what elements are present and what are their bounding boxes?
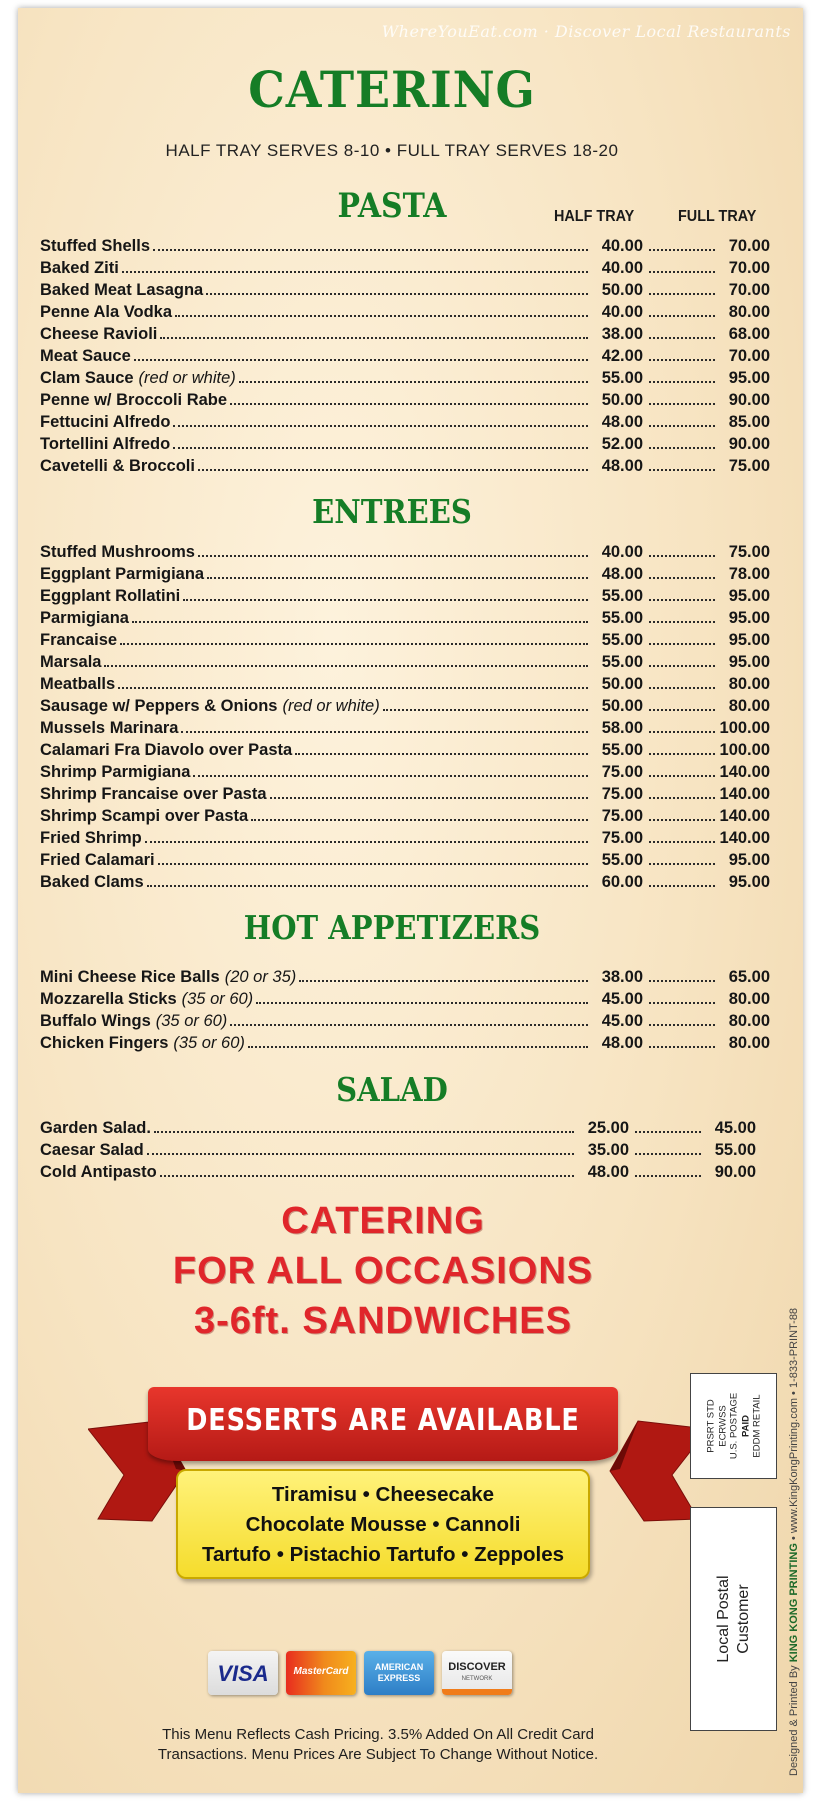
- full-tray-price: 75.00: [728, 457, 770, 475]
- leader-dots: [154, 1130, 574, 1133]
- leader-dots: [649, 336, 715, 339]
- leader-dots: [635, 1174, 701, 1177]
- menu-item-row: [40, 300, 770, 322]
- leader-dots: [635, 1130, 701, 1133]
- menu-item-row: [40, 628, 770, 650]
- menu-item-row: [40, 234, 770, 256]
- serving-info: HALF TRAY SERVES 8-10 • FULL TRAY SERVES 18-20: [165, 141, 619, 160]
- leader-dots: [251, 818, 588, 821]
- item-name: Eggplant Rollatini: [40, 587, 181, 605]
- credit-brand: KING KONG PRINTING: [788, 1543, 800, 1663]
- leader-dots: [299, 979, 588, 982]
- leader-dots: [173, 446, 588, 449]
- salad-list: [40, 1116, 756, 1182]
- half-tray-price: 55.00: [601, 741, 643, 759]
- full-tray-price: 78.00: [728, 565, 770, 583]
- leader-dots: [175, 314, 588, 317]
- menu-item-row: [40, 1116, 756, 1138]
- leader-dots: [383, 708, 588, 711]
- leader-dots: [207, 576, 588, 579]
- half-tray-price: 40.00: [601, 543, 643, 561]
- full-tray-price: 68.00: [728, 325, 770, 343]
- half-tray-price: 40.00: [601, 259, 643, 277]
- menu-item-row: [40, 410, 770, 432]
- menu-item-row: [40, 650, 770, 672]
- leader-dots: [649, 468, 715, 471]
- leader-dots: [649, 979, 715, 982]
- address-box: [690, 1507, 777, 1731]
- full-tray-price: 80.00: [728, 675, 770, 693]
- menu-item-row: [40, 388, 770, 410]
- discover-logo: DISCOVER NETWORK: [442, 1651, 512, 1695]
- leader-dots: [270, 796, 588, 799]
- item-name: Cold Antipasto: [40, 1163, 157, 1181]
- half-tray-price: 48.00: [601, 1034, 643, 1052]
- full-tray-price: 85.00: [728, 413, 770, 431]
- leader-dots: [649, 752, 715, 755]
- menu-item-row: [40, 562, 770, 584]
- dessert-line-2: Chocolate Mousse • Cannoli: [245, 1513, 521, 1536]
- leader-dots: [198, 554, 588, 557]
- menu-item-row: [40, 694, 770, 716]
- postage-line: PRSRT STD: [704, 1399, 716, 1453]
- menu-item-row: [40, 432, 770, 454]
- item-name: Francaise: [40, 631, 118, 649]
- leader-dots: [122, 270, 588, 273]
- leader-dots: [173, 424, 588, 427]
- item-name: Baked Ziti: [40, 259, 119, 277]
- page-title: CATERING: [248, 60, 536, 119]
- half-tray-price: 50.00: [601, 391, 643, 409]
- leader-dots: [649, 730, 715, 733]
- item-name: Garden Salad.: [40, 1119, 151, 1137]
- half-tray-price: 50.00: [601, 675, 643, 693]
- column-header-half: HALF TRAY: [554, 208, 635, 225]
- postage-indicia: [690, 1373, 777, 1479]
- leader-dots: [649, 774, 715, 777]
- leader-dots: [649, 1023, 715, 1026]
- leader-dots: [134, 358, 588, 361]
- half-tray-price: 25.00: [587, 1119, 629, 1137]
- half-tray-price: 55.00: [601, 587, 643, 605]
- full-tray-price: 55.00: [714, 1141, 756, 1159]
- full-tray-price: 100.00: [719, 719, 770, 737]
- leader-dots: [181, 730, 588, 733]
- item-name: Baked Clams: [40, 873, 144, 891]
- desserts-list-box: [176, 1469, 590, 1579]
- pasta-list: [40, 234, 770, 476]
- menu-item-row: [40, 1031, 770, 1053]
- leader-dots: [649, 620, 715, 623]
- item-name: Fettucini Alfredo: [40, 413, 171, 431]
- half-tray-price: 35.00: [587, 1141, 629, 1159]
- amex-logo: AMERICAN EXPRESS: [364, 1651, 434, 1695]
- leader-dots: [160, 336, 588, 339]
- item-name: Fried Shrimp: [40, 829, 142, 847]
- half-tray-price: 55.00: [601, 653, 643, 671]
- item-name: Mini Cheese Rice Balls: [40, 968, 220, 986]
- item-note: (red or white): [138, 369, 236, 387]
- leader-dots: [649, 884, 715, 887]
- menu-item-row: [40, 540, 770, 562]
- item-name: Tortellini Alfredo: [40, 435, 171, 453]
- leader-dots: [239, 380, 588, 383]
- leader-dots: [649, 1001, 715, 1004]
- item-name: Mozzarella Sticks: [40, 990, 177, 1008]
- full-tray-price: 140.00: [719, 763, 770, 781]
- item-note: (35 or 60): [181, 990, 254, 1008]
- full-tray-price: 45.00: [714, 1119, 756, 1137]
- half-tray-price: 45.00: [601, 990, 643, 1008]
- menu-item-row: [40, 782, 770, 804]
- item-name: Eggplant Parmigiana: [40, 565, 205, 583]
- half-tray-price: 50.00: [601, 281, 643, 299]
- item-name: Meat Sauce: [40, 347, 131, 365]
- full-tray-price: 70.00: [728, 259, 770, 277]
- desserts-banner: [88, 1381, 708, 1601]
- half-tray-price: 55.00: [601, 369, 643, 387]
- menu-item-row: [40, 344, 770, 366]
- leader-dots: [649, 862, 715, 865]
- half-tray-price: 55.00: [601, 851, 643, 869]
- section-title-pasta: PASTA: [337, 186, 447, 226]
- leader-dots: [248, 1045, 588, 1048]
- full-tray-price: 80.00: [728, 1034, 770, 1052]
- full-tray-price: 140.00: [719, 807, 770, 825]
- half-tray-price: 75.00: [601, 785, 643, 803]
- leader-dots: [132, 620, 588, 623]
- item-note: (35 or 60): [173, 1034, 245, 1052]
- leader-dots: [153, 248, 588, 251]
- half-tray-price: 42.00: [601, 347, 643, 365]
- disclaimer-line-2: Transactions. Menu Prices Are Subject To Change Without Notice.: [157, 1746, 599, 1763]
- item-name: Clam Sauce: [40, 369, 134, 387]
- leader-dots: [649, 270, 715, 273]
- leader-dots: [649, 796, 715, 799]
- item-name: Shrimp Francaise over Pasta: [40, 785, 267, 803]
- item-note: (red or white): [282, 697, 380, 715]
- leader-dots: [649, 840, 715, 843]
- visa-logo: VISA: [208, 1651, 278, 1695]
- pricing-disclaimer: [18, 1725, 738, 1765]
- menu-item-row: [40, 454, 770, 476]
- leader-dots: [649, 402, 715, 405]
- item-name: Parmigiana: [40, 609, 129, 627]
- half-tray-price: 45.00: [601, 1012, 643, 1030]
- full-tray-price: 95.00: [728, 369, 770, 387]
- item-name: Shrimp Parmigiana: [40, 763, 191, 781]
- menu-item-row: [40, 826, 770, 848]
- leader-dots: [118, 686, 588, 689]
- menu-item-row: [40, 987, 770, 1009]
- full-tray-price: 80.00: [728, 1012, 770, 1030]
- leader-dots: [230, 402, 588, 405]
- leader-dots: [183, 598, 588, 601]
- full-tray-price: 95.00: [728, 587, 770, 605]
- full-tray-price: 80.00: [728, 303, 770, 321]
- full-tray-price: 80.00: [728, 697, 770, 715]
- leader-dots: [649, 818, 715, 821]
- half-tray-price: 60.00: [601, 873, 643, 891]
- leader-dots: [147, 1152, 574, 1155]
- menu-item-row: [40, 606, 770, 628]
- item-note: (35 or 60): [155, 1012, 228, 1030]
- full-tray-price: 100.00: [719, 741, 770, 759]
- full-tray-price: 140.00: [719, 829, 770, 847]
- half-tray-price: 52.00: [601, 435, 643, 453]
- menu-item-row: [40, 738, 770, 760]
- mastercard-logo: MasterCard: [286, 1651, 356, 1695]
- item-name: Cavetelli & Broccoli: [40, 457, 195, 475]
- item-name: Cheese Ravioli: [40, 325, 158, 343]
- section-title-salad: SALAD: [336, 1070, 448, 1109]
- full-tray-price: 95.00: [728, 631, 770, 649]
- leader-dots: [635, 1152, 701, 1155]
- half-tray-price: 40.00: [601, 237, 643, 255]
- leader-dots: [198, 468, 588, 471]
- leader-dots: [104, 664, 588, 667]
- half-tray-price: 38.00: [601, 968, 643, 986]
- leader-dots: [649, 642, 715, 645]
- leader-dots: [649, 598, 715, 601]
- item-name: Shrimp Scampi over Pasta: [40, 807, 249, 825]
- leader-dots: [649, 1045, 715, 1048]
- half-tray-price: 58.00: [601, 719, 643, 737]
- item-name: Meatballs: [40, 675, 116, 693]
- half-tray-price: 50.00: [601, 697, 643, 715]
- full-tray-price: 70.00: [728, 281, 770, 299]
- printer-credit: [788, 986, 800, 1776]
- full-tray-price: 90.00: [728, 391, 770, 409]
- leader-dots: [649, 708, 715, 711]
- ribbon: [148, 1387, 618, 1461]
- half-tray-price: 75.00: [601, 763, 643, 781]
- address-line-2: Customer: [734, 1584, 752, 1654]
- leader-dots: [158, 862, 588, 865]
- full-tray-price: 95.00: [728, 653, 770, 671]
- leader-dots: [147, 884, 588, 887]
- item-name: Fried Calamari: [40, 851, 155, 869]
- half-tray-price: 48.00: [601, 565, 643, 583]
- half-tray-price: 55.00: [601, 609, 643, 627]
- credit-suffix: • www.KingKongPrinting.com • 1-833-PRINT-88: [788, 1307, 800, 1541]
- item-note: (20 or 35): [224, 968, 297, 986]
- section-title-entrees: ENTREES: [312, 492, 472, 531]
- leader-dots: [649, 314, 715, 317]
- item-name: Chicken Fingers: [40, 1034, 169, 1052]
- menu-item-row: [40, 965, 770, 987]
- menu-item-row: [40, 1160, 756, 1182]
- leader-dots: [160, 1174, 574, 1177]
- leader-dots: [649, 686, 715, 689]
- half-tray-price: 40.00: [601, 303, 643, 321]
- full-tray-price: 95.00: [728, 609, 770, 627]
- leader-dots: [295, 752, 588, 755]
- menu-item-row: [40, 760, 770, 782]
- watermark: WhereYouEat.com · Discover Local Restaurants: [381, 22, 791, 41]
- menu-item-row: [40, 1009, 770, 1031]
- leader-dots: [193, 774, 588, 777]
- leader-dots: [230, 1023, 588, 1026]
- menu-item-row: [40, 256, 770, 278]
- leader-dots: [649, 554, 715, 557]
- menu-item-row: [40, 278, 770, 300]
- menu-item-row: [40, 584, 770, 606]
- item-name: Marsala: [40, 653, 102, 671]
- menu-item-row: [40, 804, 770, 826]
- item-name: Stuffed Mushrooms: [40, 543, 195, 561]
- menu-item-row: [40, 366, 770, 388]
- leader-dots: [649, 446, 715, 449]
- full-tray-price: 95.00: [728, 873, 770, 891]
- item-name: Sausage w/ Peppers & Onions: [40, 697, 278, 715]
- entrees-list: [40, 540, 770, 892]
- half-tray-price: 55.00: [601, 631, 643, 649]
- full-tray-price: 140.00: [719, 785, 770, 803]
- leader-dots: [120, 642, 588, 645]
- half-tray-price: 48.00: [587, 1163, 629, 1181]
- postage-line: EDDM RETAIL: [750, 1394, 762, 1458]
- item-name: Penne Ala Vodka: [40, 303, 173, 321]
- appetizers-list: [40, 965, 770, 1053]
- full-tray-price: 80.00: [728, 990, 770, 1008]
- column-header-full: FULL TRAY: [678, 208, 757, 225]
- half-tray-price: 75.00: [601, 807, 643, 825]
- desserts-banner-text: DESSERTS ARE AVAILABLE: [186, 1403, 580, 1438]
- full-tray-price: 90.00: [714, 1163, 756, 1181]
- postage-line: U.S. POSTAGE: [727, 1392, 739, 1460]
- item-name: Stuffed Shells: [40, 237, 151, 255]
- promo-catering: CATERING: [281, 1200, 485, 1242]
- half-tray-price: 48.00: [601, 457, 643, 475]
- full-tray-price: 95.00: [728, 851, 770, 869]
- postage-line: ECRWSS: [716, 1405, 728, 1447]
- item-name: Buffalo Wings: [40, 1012, 151, 1030]
- menu-item-row: [40, 1138, 756, 1160]
- menu-item-row: [40, 870, 770, 892]
- leader-dots: [649, 664, 715, 667]
- item-name: Penne w/ Broccoli Rabe: [40, 391, 228, 409]
- leader-dots: [649, 424, 715, 427]
- leader-dots: [256, 1001, 588, 1004]
- half-tray-price: 38.00: [601, 325, 643, 343]
- full-tray-price: 70.00: [728, 237, 770, 255]
- promo-sandwiches: 3-6ft. SANDWICHES: [193, 1300, 573, 1342]
- half-tray-price: 75.00: [601, 829, 643, 847]
- full-tray-price: 75.00: [728, 543, 770, 561]
- promo-occasions: FOR ALL OCCASIONS: [172, 1250, 594, 1292]
- leader-dots: [206, 292, 588, 295]
- discover-stripe: [442, 1689, 512, 1695]
- postage-line: PAID: [739, 1415, 751, 1437]
- leader-dots: [649, 248, 715, 251]
- item-name: Baked Meat Lasagna: [40, 281, 204, 299]
- menu-page: [18, 8, 803, 1793]
- item-name: Caesar Salad: [40, 1141, 144, 1159]
- address-line-1: Local Postal: [714, 1575, 732, 1663]
- dessert-line-3: Tartufo • Pistachio Tartufo • Zeppoles: [201, 1543, 565, 1566]
- leader-dots: [649, 358, 715, 361]
- menu-item-row: [40, 672, 770, 694]
- menu-item-row: [40, 322, 770, 344]
- leader-dots: [649, 380, 715, 383]
- leader-dots: [145, 840, 588, 843]
- leader-dots: [649, 576, 715, 579]
- menu-item-row: [40, 848, 770, 870]
- half-tray-price: 48.00: [601, 413, 643, 431]
- section-title-hot-appetizers: HOT APPETIZERS: [243, 908, 541, 947]
- full-tray-price: 70.00: [728, 347, 770, 365]
- full-tray-price: 65.00: [728, 968, 770, 986]
- item-name: Mussels Marinara: [40, 719, 179, 737]
- dessert-line-1: Tiramisu • Cheesecake: [271, 1483, 495, 1506]
- leader-dots: [649, 292, 715, 295]
- full-tray-price: 90.00: [728, 435, 770, 453]
- credit-prefix: Designed & Printed By: [788, 1665, 800, 1776]
- item-name: Calamari Fra Diavolo over Pasta: [40, 741, 293, 759]
- disclaimer-line-1: This Menu Reflects Cash Pricing. 3.5% Added On All Credit Card: [162, 1726, 594, 1743]
- menu-item-row: [40, 716, 770, 738]
